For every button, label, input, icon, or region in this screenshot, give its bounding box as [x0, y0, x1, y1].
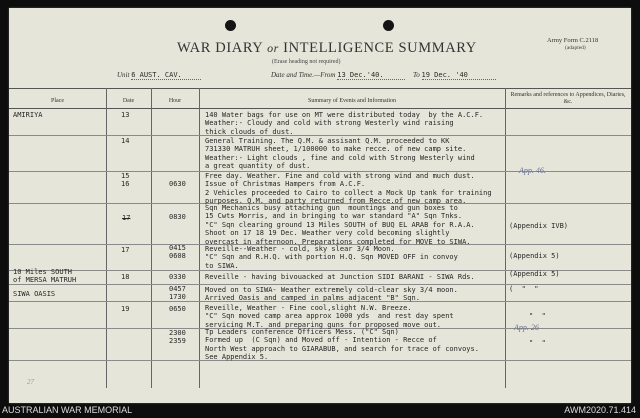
row-date: 17 — [122, 214, 131, 222]
punch-hole — [383, 20, 394, 31]
row-date: 15 16 — [121, 172, 130, 189]
col-divider — [151, 88, 152, 388]
unit-label: Unit — [117, 71, 130, 79]
remark: ( " " — [509, 285, 539, 293]
row-summary: Sqn Mechanics busy attaching gun mountings and gun boxes to 15 Cwts Morris, and in bringing to war standard "A" Sqn Tnks. "C" Sqn clearing ground 13 Miles SOUTH of BUQ EL ARAB for R.A.A. Shoot on 17 18 19 Dec. Weather very cold becoming slightly overcast in afternoon. Preparations completed for MOVE to SIWA. — [205, 204, 475, 246]
col-divider — [106, 88, 107, 388]
summary-header: Summary of Events and Information — [308, 98, 396, 104]
row-summary: Tp Leaders conference Officers Mess. ("C" Sqn) Formed up (C Sqn) and Moved off - Intention - Recce of North West approach to GIARABUB, and search for trace of convoys. See Appendix 5. — [205, 328, 479, 362]
remark-pencil: App. 26 — [514, 323, 539, 332]
row-hour: 0457 1730 — [169, 285, 186, 302]
row-hour: 0830 — [169, 213, 186, 222]
row-place: AMIRIYA — [13, 111, 43, 119]
row-summary: Free day. Weather. Fine and cold with strong wind and much dust. Issue of Christmas Hampers from A.C.F. 2 Vehicles proceeded to Cairo to collect a Mock Up tank for training purposes. Q.M. and party returned from Recce.of new camp area. — [205, 172, 492, 206]
row-date: 13 — [121, 111, 130, 119]
margin-mark: 27 — [27, 378, 34, 386]
row-date: 18 — [121, 273, 130, 281]
hour-header: Hour — [168, 98, 182, 104]
row-date: 19 — [121, 305, 130, 313]
row-summary: Reveille, Weather - Fine cool,slight N.W. Breeze. "C" Sqn moved camp area approx 1000 yds and rest day spent servicing M.T. and preparing guns for proposed move out. — [205, 304, 454, 329]
date-line — [271, 71, 496, 80]
remark: (Appendix 5) — [509, 252, 560, 260]
date-to: 19 Dec. '40 — [422, 71, 496, 80]
row-hour: 0415 0608 — [169, 244, 186, 261]
remark: (Appendix 5) — [509, 270, 560, 278]
row-hour: 2300 2359 — [169, 329, 186, 346]
unit-value: 6 AUST. CAV. — [131, 71, 201, 80]
place-header: Place — [51, 98, 64, 104]
footer-source: AUSTRALIAN WAR MEMORIAL — [2, 405, 133, 415]
row-hour: 0330 — [169, 273, 186, 281]
row-date: 14 — [121, 137, 130, 145]
remark: " " — [529, 312, 546, 320]
row-summary: Moved on to SIWA- Weather extremely cold-clear sky 3/4 moon. Arrived Oasis and camped in palms adjacent "B" Sqn. — [205, 286, 458, 303]
date-from: 13 Dec.'40. — [337, 71, 405, 80]
row-hour: 0630 — [169, 180, 186, 189]
to-label: To — [413, 71, 420, 79]
remark-pencil: App. 46. — [519, 166, 546, 175]
diary-sheet — [9, 8, 631, 403]
remark: (Appendix IVB) — [509, 222, 569, 230]
remark: " " — [529, 339, 546, 347]
remarks-header: Remarks and references to Appendices, Diaries, &c. — [510, 92, 626, 105]
army-form-number: Army Form C.2118 — [547, 37, 599, 44]
table-top-rule — [9, 88, 631, 89]
date-label: Date and Time.—From — [271, 71, 336, 79]
heading-note: (Erase heading not required) — [272, 59, 341, 65]
row-place: 10 Miles SOUTH of MERSA MATRUH — [13, 268, 77, 285]
header-rule — [9, 108, 631, 109]
unit-line — [117, 71, 201, 80]
form-title: WAR DIARY or INTELLIGENCE SUMMARY — [177, 40, 477, 56]
row-hour: 0650 — [169, 305, 186, 313]
adapted-note: (adapted) — [565, 45, 586, 51]
col-divider — [505, 88, 506, 388]
row-summary: General Training. The Q.M. & assisant Q.M. proceeded to KK 731330 MATRUH sheet, 1/100000 to make recce. of new camp site. Weather:- Light clouds , fine and cold with Strong Westerly wind a great quantity of dust. — [205, 137, 475, 171]
row-summary: Reveille--Weather - cold, sky slear 3/4 Moon. "C" Sqn and R.H.Q. with portion H.Q. Sqn MOVED OFF in convoy to SIWA. — [205, 245, 458, 270]
row-date: 17 — [121, 246, 130, 254]
punch-hole — [225, 20, 236, 31]
row-summary: 140 Water bags for use on MT were distributed today by the A.C.F. Weather:- Cloudy and cold with strong Westerly wind raising thick clouds of dust. — [205, 111, 484, 136]
col-divider — [199, 88, 200, 388]
row-summary: Reveille - having bivouacked at Junction SIDI BARANI - SIWA Rds. — [205, 273, 475, 281]
footer-accession: AWM2020.71.414 — [564, 405, 636, 415]
row-place: SIWA OASIS — [13, 290, 56, 298]
date-header: Date — [122, 98, 135, 104]
